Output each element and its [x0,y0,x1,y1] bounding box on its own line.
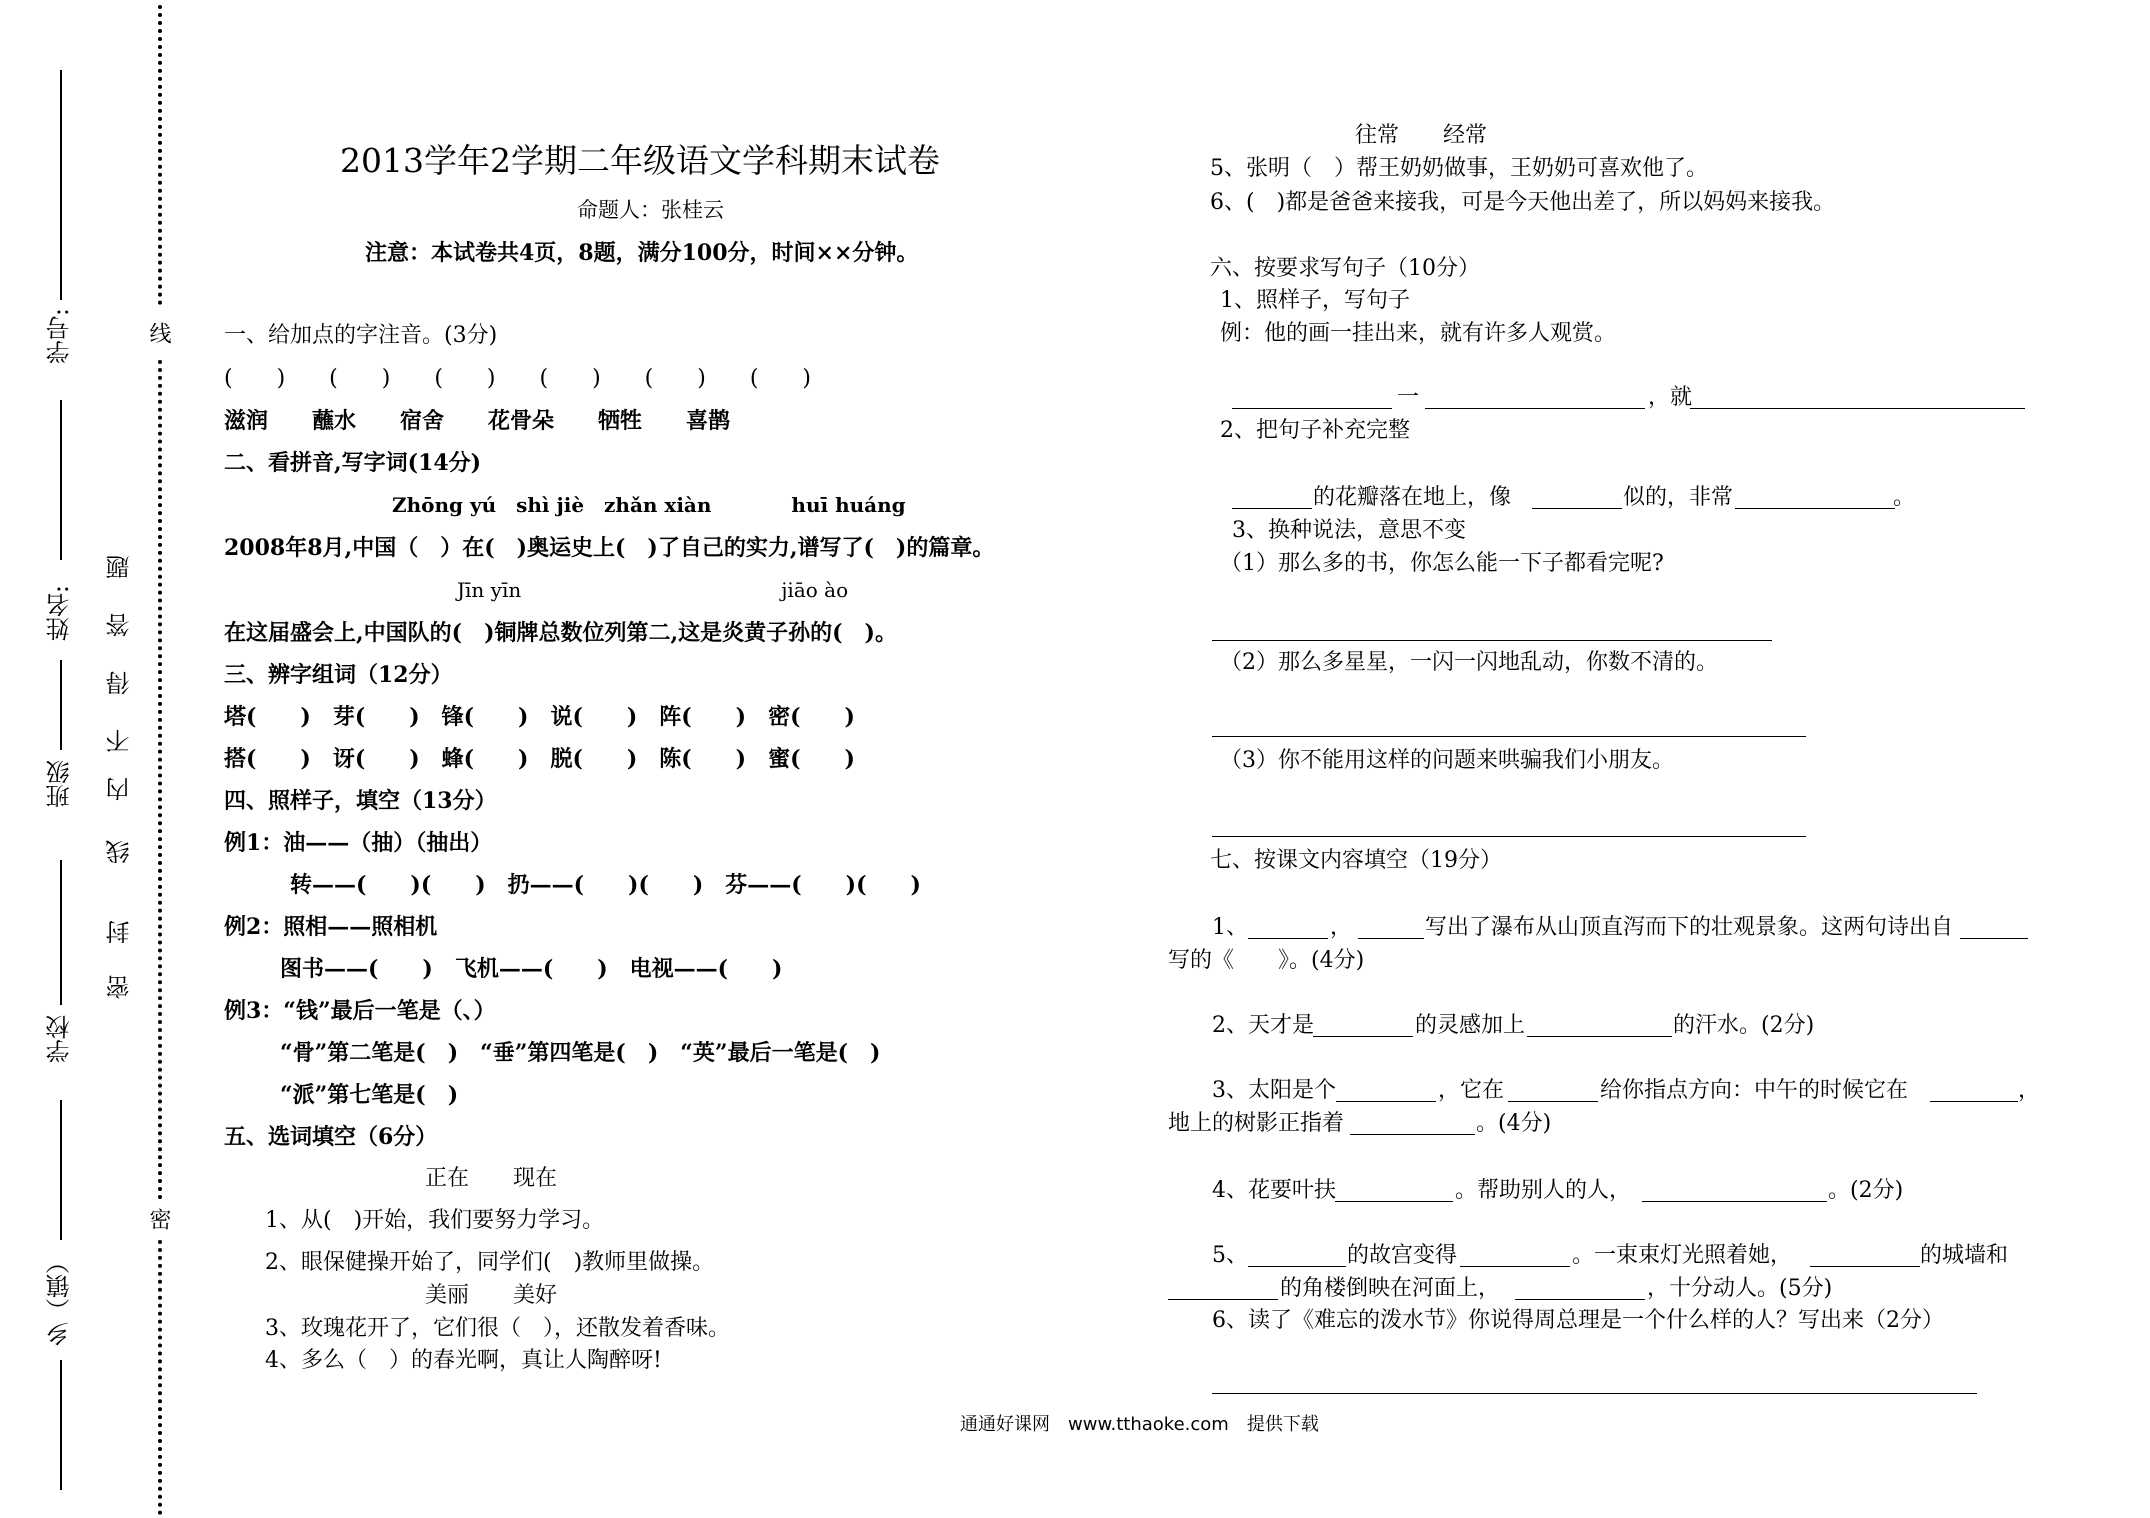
s7-q4-text-b: 。帮助别人的人， [1455,1178,1632,1203]
fill-line-xingming [60,400,62,560]
s4-example-3: 例3：“钱”最后一笔是（、） [224,998,496,1024]
seal-char-de: 得 [106,671,134,695]
s6-q3-2-answer-line[interactable] [1212,736,1806,737]
exam-author: 命题人：张桂云 [577,198,724,222]
s6-q1-answer-blank-b[interactable] [1425,408,1645,409]
s1-brackets: ( ) ( ) ( ) ( ) ( ) ( ) [224,366,811,391]
s4-example-2: 例2：照相——照相机 [224,914,438,940]
s7-q5-text-b: 的故宫变得 [1347,1243,1458,1268]
s7-q3-text-b: ，它在 [1438,1078,1505,1103]
s7-q3-text-c: 给你指点方向：中午的时候它在 [1600,1078,1909,1103]
s7-q3-text-a: 3、太阳是个 [1212,1078,1336,1103]
s7-q4-text-a: 4、花要叶扶 [1212,1178,1336,1203]
label-banji: 班级 [46,760,74,808]
s7-q1-text: 写出了瀑布从山顶直泻而下的壮观景象。这两句诗出自 [1425,915,1954,940]
s7-q2-text-c: 的汗水。(2分) [1673,1013,1815,1038]
s7-q4-blank-2[interactable] [1642,1201,1827,1202]
s6-q1-connector: 一 [1397,385,1420,410]
s7-title: 七、按课文内容填空（19分） [1210,848,1502,873]
s7-question-6: 6、读了《难忘的泼水节》你说得周总理是一个什么样的人？写出来（2分） [1212,1308,1944,1333]
seal-dotted-line-bottom [158,1240,162,1515]
s5-question-3: 3、玫瑰花开了，它们很（ ），还散发着香味。 [265,1316,730,1341]
s6-question-3: 3、换种说法，意思不变 [1232,518,1466,543]
seal-label-mi: 密 [146,1208,171,1230]
fill-line-xiangzhen [60,1100,62,1240]
s7-q5-prefix: 5、 [1212,1243,1248,1268]
s7-q1-blank-3[interactable] [1960,938,2028,939]
seal-dotted-line-mid [158,360,162,1200]
s6-q2-text-b: 似的，非常 [1623,485,1734,510]
seal-label-xian: 线 [146,322,171,344]
s7-q3-blank-3[interactable] [1930,1101,2018,1102]
label-xiangzhen: 乡（镇） [46,1250,74,1346]
s7-q3-blank-1[interactable] [1336,1101,1436,1102]
s4-example-2-row: 图书——( ) 飞机——( ) 电视——( ) [280,956,783,982]
s6-title: 六、按要求写句子（10分） [1210,256,1480,281]
s6-q3-1-answer-line[interactable] [1212,640,1772,641]
s7-q3-text-f: 。(4分) [1476,1111,1552,1136]
fill-line-banji [60,660,62,750]
s7-q1-prefix: 1、 [1212,915,1248,940]
s6-q3-3-answer-line[interactable] [1212,836,1806,837]
s7-q1-blank-1[interactable] [1248,938,1328,939]
s5-question-5: 5、张明（ ）帮王奶奶做事，王奶奶可喜欢他了。 [1210,156,1708,181]
label-xuexiao: 学校 [46,1015,74,1063]
s2-pinyin-1: Zhōng yú shì jiè zhǎn xiàn huī huáng [392,493,906,517]
label-xingming: 姓名: [46,585,74,642]
s6-q1-answer-blank-a[interactable] [1232,408,1392,409]
s2-pinyin-2: Jīn yīn jiāo ào [457,578,849,602]
s7-q3-text-e: 地上的树影正指着 [1168,1111,1345,1136]
exam-notice: 注意：本试卷共4页，8题，满分100分，时间××分钟。 [365,240,919,266]
s7-q2-text-b: 的灵感加上 [1415,1013,1526,1038]
s5-question-4: 4、多么（ ）的春光啊，真让人陶醉呀! [265,1348,662,1373]
label-xuehao: 学号: [46,308,74,365]
footer-credit: 通通好课网 www.tthaoke.com 提供下载 [960,1414,1319,1435]
s3-row-1: 塔( ) 芽( ) 锋( ) 说( ) 阵( ) 密( ) [224,704,855,730]
s7-q6-answer-line[interactable] [1212,1393,1977,1394]
s7-q1-tail: 写的《 》。(4分) [1168,948,1365,973]
s7-q4-blank-1[interactable] [1335,1201,1453,1202]
s1-title: 一、给加点的字注音。(3分) [224,323,498,348]
s2-sentence-1: 2008年8月,中国（ ）在( )奥运史上( )了自己的实力,谱写了( )的篇章。 [224,535,995,561]
s2-sentence-2: 在这届盛会上,中国队的( )铜牌总数位列第二,这是炎黄子孙的( )。 [224,620,897,646]
s7-q1-comma: ， [1330,915,1353,940]
s6-q2-end: 。 [1893,485,1916,510]
s7-q1-blank-2[interactable] [1358,938,1424,939]
s7-q4-text-c: 。(2分) [1828,1178,1904,1203]
s6-example: 例：他的画一挂出来，就有许多人观赏。 [1220,321,1617,346]
s6-question-2: 2、把句子补充完整 [1220,418,1410,443]
s5-question-1: 1、从( )开始，我们要努力学习。 [265,1208,605,1233]
exam-title: 2013学年2学期二年级语文学科期末试卷 [340,141,940,180]
s7-q5-text-f: ，十分动人。(5分) [1647,1276,1833,1301]
s7-q5-blank-5[interactable] [1515,1299,1645,1300]
s5-word-choices-1: 正在 现在 [425,1166,558,1191]
s7-q5-blank-2[interactable] [1460,1266,1570,1267]
s7-q2-text-a: 2、天才是 [1212,1013,1314,1038]
s4-example-1-row: 转——( )( ) 扔——( )( ) 芬——( )( ) [290,872,921,898]
s7-q5-text-c: 。一束束灯光照着她， [1572,1243,1793,1268]
s6-q2-blank-1[interactable] [1232,508,1312,509]
s7-q5-text-e: 的角楼倒映在河面上， [1280,1276,1501,1301]
s4-example-3-row-2: “派”第七笔是( ) [280,1082,459,1108]
fill-line-xuehao [60,70,62,300]
fill-line-xuexiao [60,860,62,1005]
s6-q2-text-a: 的花瓣落在地上，像 [1313,485,1512,510]
seal-char-xian: 线 [106,840,134,864]
s7-q3-blank-2[interactable] [1508,1101,1598,1102]
s5-question-6: 6、( )都是爸爸来接我，可是今天他出差了，所以妈妈来接我。 [1210,190,1836,215]
s6-q2-blank-3[interactable] [1735,508,1895,509]
seal-char-feng: 封 [106,920,134,944]
s7-q5-blank-1[interactable] [1248,1266,1346,1267]
seal-char-ti: 题 [106,555,134,579]
s6-q2-blank-2[interactable] [1532,508,1622,509]
s6-q3-3: （3）你不能用这样的问题来哄骗我们小朋友。 [1220,748,1674,773]
s3-row-2: 搭( ) 讶( ) 蜂( ) 脱( ) 陈( ) 蜜( ) [224,746,855,772]
seal-char-bu: 不 [106,729,134,753]
s5-word-choices-2: 美丽 美好 [425,1283,558,1308]
s4-title: 四、照样子，填空（13分） [224,788,497,814]
s4-example-1: 例1：油——（抽）（抽出） [224,830,493,856]
s7-q3-comma: ， [2018,1078,2041,1103]
fill-line-bottom [60,1360,62,1490]
s7-q5-text-d: 的城墙和 [1920,1243,2009,1268]
s6-q1-jiu: ，就 [1648,385,1693,410]
s5-word-choices-3: 往常 经常 [1355,123,1488,148]
seal-char-mi: 密 [106,975,134,999]
s6-q3-1: （1）那么多的书，你怎么能一下子都看完呢? [1220,551,1664,576]
s7-q5-blank-3[interactable] [1810,1266,1920,1267]
s7-q2-blank-2[interactable] [1527,1036,1672,1037]
seal-char-da: 答 [106,613,134,637]
s6-q3-2: （2）那么多星星，一闪一闪地乱动，你数不清的。 [1220,650,1718,675]
s5-question-2: 2、眼保健操开始了，同学们( )教师里做操。 [265,1250,715,1275]
seal-dotted-line-top [158,5,162,305]
s4-example-3-row-1: “骨”第二笔是( ) “垂”第四笔是( ) “英”最后一笔是( ) [280,1040,881,1066]
s7-q5-blank-4[interactable] [1168,1299,1278,1300]
s7-q3-blank-4[interactable] [1350,1134,1475,1135]
s6-q1-answer-blank-c[interactable] [1690,408,2025,409]
s1-words: 滋润 蘸水 宿舍 花骨朵 牺牲 喜鹊 [224,408,731,434]
seal-char-nei: 内 [106,777,134,801]
s2-title: 二、看拼音,写字词(14分) [224,450,482,476]
s6-question-1: 1、照样子，写句子 [1220,288,1410,313]
s5-title: 五、选词填空（6分） [224,1124,438,1150]
s7-q2-blank-1[interactable] [1313,1036,1413,1037]
s3-title: 三、辨字组词（12分） [224,662,453,688]
